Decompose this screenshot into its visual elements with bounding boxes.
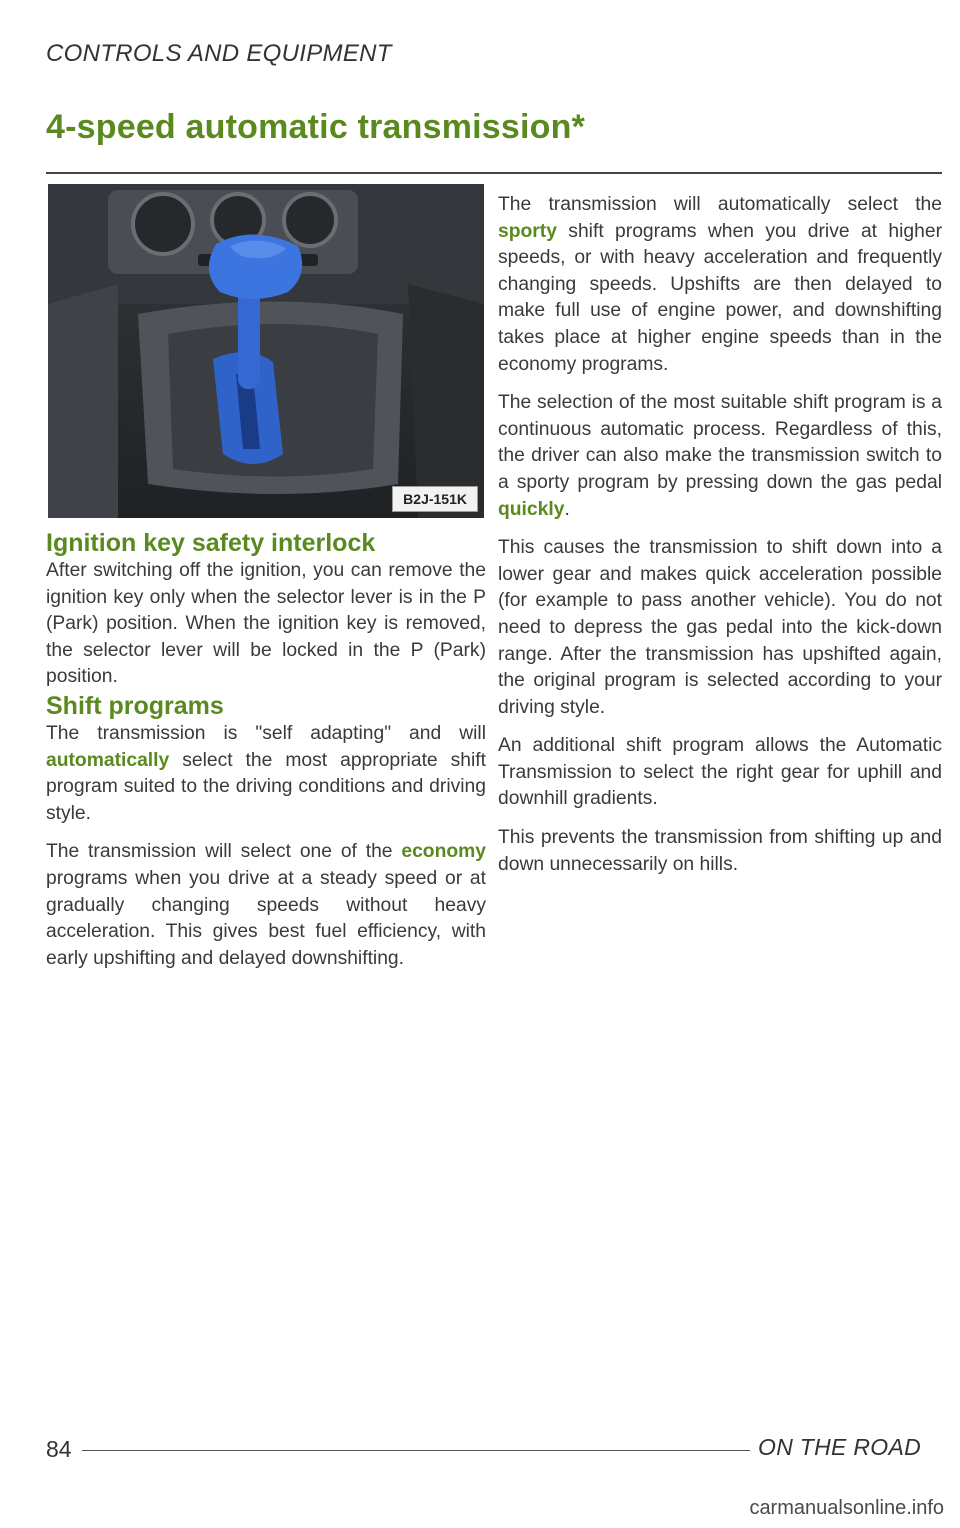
figure-code: B2J-151K	[392, 486, 478, 512]
paragraph-sporty: The transmission will automatically select the sporty shift programs when you drive at higher speeds, or with heavy acceleration and frequently changing speeds. Upshifts are then delayed to make full use of engine power, and downshifting takes place at higher engine speeds than in the economy programs.	[498, 194, 942, 375]
footer-rule	[82, 1450, 750, 1451]
page-title: 4-speed automatic transmission*	[46, 108, 586, 146]
paragraph-kickdown: This causes the transmission to shift down into a lower gear and makes quick acceleration possible (for example to pass another vehicle). You do not need to depress the gas pedal into the kick-down range. After the transmission has upshifted again, the original program is selected according to your driving style.	[498, 537, 942, 718]
gear-selector-photo	[48, 184, 484, 518]
heading-ignition-interlock: Ignition key safety interlock	[46, 529, 376, 557]
paragraph-selection: The selection of the most suitable shift program is a continuous automatic process. Regardless of this, the driver can also make the transmission switch to a sporty program by pressing down the gas pedal quickly.	[498, 392, 942, 520]
paragraph-self-adapting: The transmission is "self adapting" and will automatically select the most appropriate shift program suited to the driving conditions and driving style.	[46, 722, 486, 824]
right-column	[498, 192, 942, 878]
console-right	[408, 284, 484, 518]
paragraph-ignition-interlock: After switching off the ignition, you can remove the ignition key only when the selector lever is in the P (Park) position. When the ignition key is removed, the selector lever will be locked in the P (Park) position.	[46, 560, 486, 688]
paragraph-economy: The transmission will select one of the economy programs when you drive at a steady speed or at gradually changing speeds without heavy acceleration. This gives best fuel efficiency, with early upshifting and delayed downshifting.	[46, 841, 486, 969]
heading-shift-programs: Shift programs	[46, 691, 224, 720]
vent-knob-left	[133, 194, 193, 254]
watermark: carmanualsonline.info	[749, 1497, 944, 1519]
vent-knob-right	[284, 194, 336, 246]
paragraph-hills: This prevents the transmission from shifting up and down unnecessarily on hills.	[498, 827, 942, 875]
footer-section-label: ON THE ROAD	[758, 1434, 922, 1460]
left-column	[46, 528, 486, 972]
paragraph-additional-program: An additional shift program allows the Automatic Transmission to select the right gear for uphill and downhill gradients.	[498, 735, 942, 810]
gear-selector-illustration	[48, 184, 484, 518]
section-label: CONTROLS AND EQUIPMENT	[46, 40, 392, 67]
console-left	[48, 284, 118, 518]
page-number: 84	[46, 1436, 72, 1462]
title-rule	[46, 172, 942, 174]
